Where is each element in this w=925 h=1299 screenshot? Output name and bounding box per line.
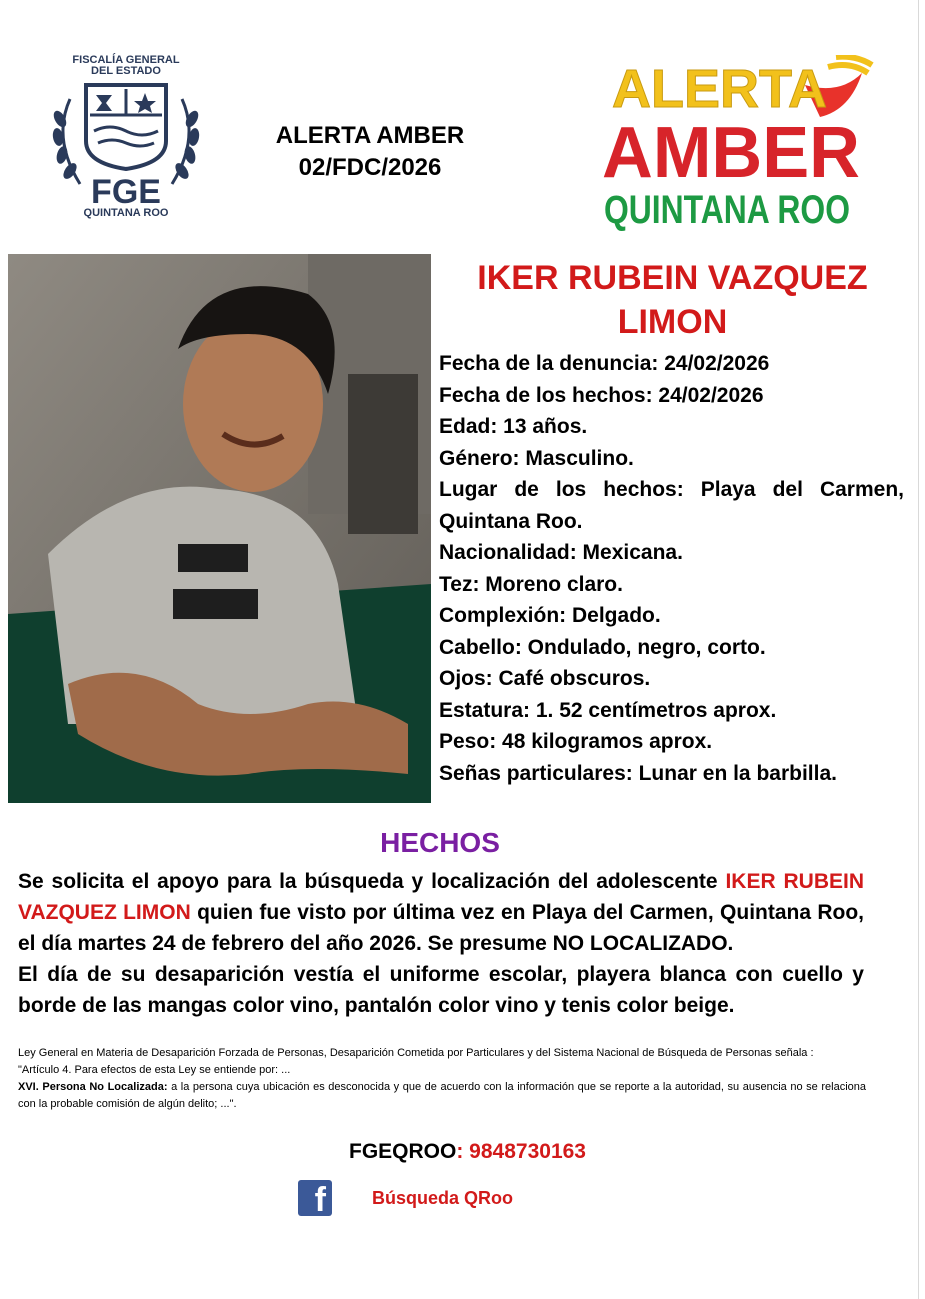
- detail-edad: Edad: 13 años.: [439, 415, 588, 438]
- hechos-text: [18, 866, 864, 1021]
- person-name-line1: IKER RUBEIN VAZQUEZ: [477, 259, 868, 297]
- person-details: [439, 348, 904, 789]
- detail-estatura: Estatura: 1. 52 centímetros aprox.: [439, 698, 777, 722]
- fge-logo-line2: DEL ESTADO: [91, 65, 161, 77]
- fge-mark: FGE: [91, 173, 161, 209]
- detail-fecha-denuncia: Fecha de la denuncia: 24/02/2026: [439, 352, 770, 375]
- facebook-icon[interactable]: f: [298, 1180, 332, 1216]
- amber-logo-line3: QUINTANA ROO: [604, 188, 850, 232]
- detail-senas: Señas particulares: Lunar en la barbilla.: [439, 761, 837, 785]
- hechos-paragraph-2: El día de su desaparición vestía el uniforme escolar, playera blanca con cuello y borde de las mangas color vino, pantalón color vino y tenis color beige.: [18, 963, 864, 1017]
- page-edge-line: [918, 0, 919, 1299]
- fge-logo: [50, 55, 202, 225]
- legal-line-2: "Artículo 4. Para efectos de esta Ley se entiende por: ...: [18, 1064, 291, 1076]
- detail-tez: Tez: Moreno claro.: [439, 572, 623, 596]
- legal-line-3: [18, 1079, 866, 1113]
- contact-label: FGEQROO: [349, 1140, 457, 1163]
- facebook-page-link[interactable]: Búsqueda QRoo: [372, 1188, 514, 1208]
- hechos-p1-end: quien fue visto por última vez en Playa del Carmen, Quintana Roo, el día martes 24 de febrero del año 2026. Se presume NO LOCALIZADO.: [18, 901, 865, 955]
- alerta-amber-logo: [600, 55, 890, 235]
- alert-code: [260, 120, 480, 184]
- amber-logo-line2: AMBER: [602, 113, 860, 193]
- contact-line: [0, 1140, 925, 1164]
- detail-peso: Peso: 48 kilogramos aprox.: [439, 730, 713, 753]
- fge-logo-bottom: QUINTANA ROO: [83, 207, 169, 219]
- missing-person-photo: [8, 254, 431, 803]
- detail-ojos: Ojos: Café obscuros.: [439, 667, 651, 690]
- amber-logo-swoosh-icon: [828, 65, 868, 73]
- fge-logo-line1: FISCALÍA GENERAL: [72, 54, 180, 66]
- detail-genero: Género: Masculino.: [439, 446, 634, 470]
- legal-line-1: Ley General en Materia de Desaparición Forzada de Personas, Desaparición Cometida por Particulares y del Sistema Nacional de Búsqueda de Personas señala :: [18, 1047, 814, 1059]
- hechos-title: HECHOS: [380, 827, 500, 858]
- detail-complexion: Complexión: Delgado.: [439, 604, 661, 627]
- detail-nacionalidad: Nacionalidad: Mexicana.: [439, 541, 683, 564]
- hechos-p1-name: IKER RUBEIN VAZQUEZ LIMON: [18, 870, 864, 924]
- alert-code-line1: ALERTA AMBER: [275, 122, 465, 149]
- contact-phone[interactable]: : 9848730163: [456, 1140, 586, 1163]
- person-name-line2: LIMON: [617, 303, 728, 341]
- legal-notice: [18, 1045, 866, 1113]
- person-name: [440, 256, 905, 344]
- legal-line-3-bold: XVI. Persona No Localizada:: [18, 1081, 168, 1093]
- hechos-p1-start: Se solicita el apoyo para la búsqueda y localización del adolescente: [18, 870, 726, 893]
- legal-line-3-rest: a la persona cuya ubicación es desconocida y que de acuerdo con la información que se reporte a la autoridad, su ausencia no se relaciona con la probable comisión de algún delito; ...".: [18, 1081, 866, 1110]
- hechos-paragraph-1: [18, 866, 864, 959]
- fge-shield-icon: [50, 79, 202, 209]
- detail-cabello: Cabello: Ondulado, negro, corto.: [439, 635, 766, 659]
- alert-code-line2: 02/FDC/2026: [298, 154, 442, 181]
- amber-logo-line1: ALERTA: [612, 59, 827, 119]
- detail-fecha-hechos: Fecha de los hechos: 24/02/2026: [439, 383, 764, 407]
- detail-lugar: Lugar de los hechos: Playa del Carmen, Quintana Roo.: [439, 478, 904, 533]
